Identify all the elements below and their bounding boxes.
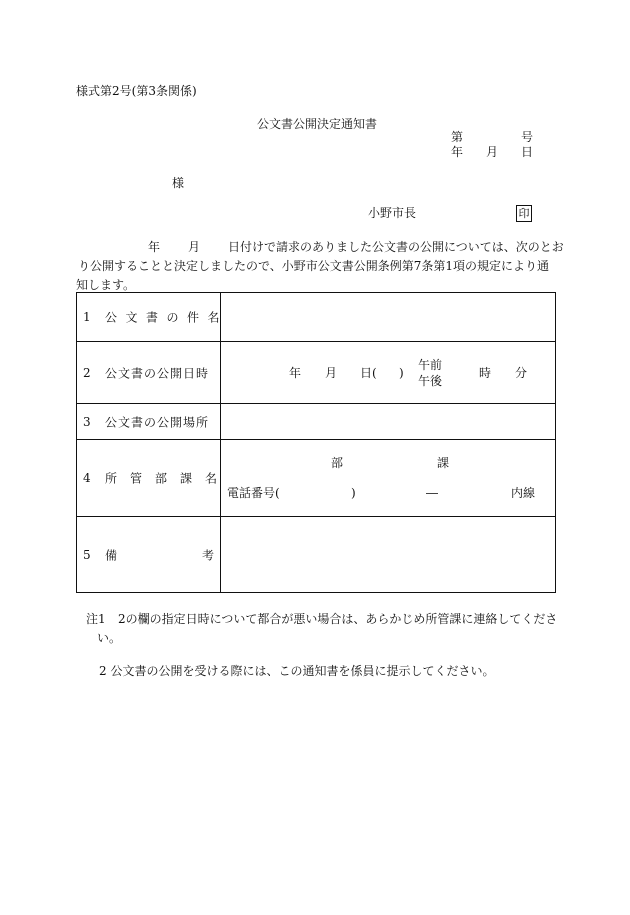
- doc-number-suffix: 号: [521, 130, 534, 144]
- dept-ka: 課: [437, 456, 450, 470]
- date-year: 年: [451, 145, 464, 159]
- body-paragraph: [76, 238, 564, 295]
- row4-value-cell[interactable]: [221, 440, 556, 517]
- row5-label-right: 考: [202, 548, 215, 562]
- schedule-year: 年: [289, 366, 302, 380]
- row4-label: 所管部課名: [105, 471, 231, 486]
- body-month: 月: [188, 240, 201, 254]
- extension-label: 内線: [511, 486, 536, 500]
- row-remarks: [77, 517, 556, 593]
- schedule-hour: 時: [479, 366, 492, 380]
- row-document-subject: [77, 293, 556, 342]
- row3-value-cell[interactable]: [221, 404, 556, 440]
- schedule-am: 午前: [418, 358, 443, 372]
- schedule-month: 月: [325, 366, 338, 380]
- doc-number-prefix: 第: [451, 130, 464, 144]
- row3-number: 3: [83, 414, 91, 429]
- row1-value-cell[interactable]: [221, 293, 556, 342]
- body-line1: 日付けで請求のありました公文書の公開については、次のとお: [228, 240, 564, 254]
- row5-label-left: 備: [105, 548, 118, 562]
- row-disclosure-datetime: [77, 342, 556, 404]
- issuer-name: 小野市長: [368, 206, 417, 220]
- note-2: 2 公文書の公開を受ける際には、この通知書を係員に提示してください。: [99, 664, 495, 678]
- note-1-line2: い。: [97, 631, 122, 645]
- note-1-prefix: 注1: [86, 612, 106, 626]
- row1-label: 公文書の件名: [105, 310, 229, 325]
- row2-number: 2: [83, 365, 91, 380]
- row4-label-cell: [77, 440, 231, 517]
- row4-number: 4: [83, 471, 91, 485]
- row2-value-cell[interactable]: [221, 342, 556, 404]
- note-1-line1: 2の欄の指定日時について都合が悪い場合は、あらかじめ所管課に連絡してくださ: [118, 612, 558, 626]
- row1-number: 1: [83, 310, 91, 324]
- schedule-paren-close: ): [399, 366, 404, 380]
- schedule-pm: 午後: [418, 374, 443, 388]
- row5-value-cell[interactable]: [221, 517, 556, 593]
- seal-mark: 印: [516, 205, 532, 222]
- form-number: 様式第2号(第3条関係): [76, 84, 197, 98]
- body-line2: り公開することと決定しましたので、小野市公文書公開条例第7条第1項の規定により通: [78, 259, 550, 273]
- notification-table: [76, 292, 556, 593]
- addressee-suffix: 様: [172, 176, 185, 190]
- phone-label: 電話番号(: [227, 486, 280, 500]
- body-line3: 知します。: [76, 278, 136, 292]
- schedule-day: 日(: [360, 366, 377, 380]
- phone-dash: ―: [426, 486, 438, 500]
- row-disclosure-place: [77, 404, 556, 440]
- date-month: 月: [486, 145, 499, 159]
- schedule-minute: 分: [515, 366, 528, 380]
- phone-paren-close: ): [351, 486, 356, 500]
- row5-number: 5: [83, 547, 91, 562]
- row2-label: 公文書の公開日時: [105, 366, 210, 380]
- row3-label: 公文書の公開場所: [105, 415, 210, 429]
- row2-label-cell: [77, 342, 221, 404]
- date-day: 日: [521, 145, 534, 159]
- row1-label-cell: [77, 293, 229, 342]
- row5-label-cell: [77, 517, 221, 593]
- dept-bu: 部: [331, 456, 344, 470]
- row3-label-cell: [77, 404, 221, 440]
- body-year: 年: [148, 240, 161, 254]
- row-department: [77, 440, 556, 517]
- document-title: 公文書公開決定通知書: [257, 117, 378, 131]
